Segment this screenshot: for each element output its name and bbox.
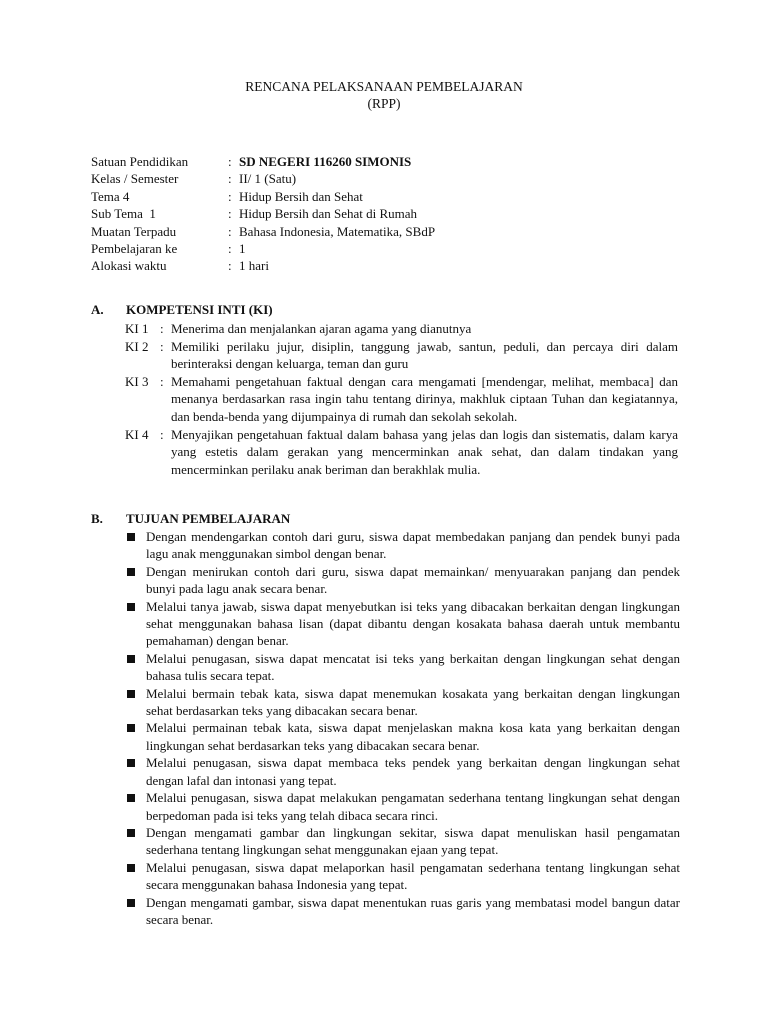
- objective-text: Melalui penugasan, siswa dapat mencatat isi teks yang berkaitan dengan lingkungan sehat dengan bahasa tulis secara tepat.: [146, 650, 680, 684]
- identity-label: Satuan Pendidikan: [91, 154, 189, 169]
- objective-text: Dengan mendengarkan contoh dari guru, siswa dapat membedakan panjang dan pendek bunyi pada lagu anak menggunakan simbol dengan benar.: [146, 529, 680, 562]
- identity-colon: :: [228, 258, 232, 274]
- objective-item: [125, 598, 680, 650]
- square-bullet-icon: [125, 824, 146, 859]
- identity-label: Kelas / Semester: [91, 171, 179, 187]
- objective-text: Melalui penugasan, siswa dapat melakukan pengamatan sederhana tentang lingkungan sehat dengan berpedoman pada isi teks yang telah dibaca secara rinci.: [146, 790, 680, 823]
- objective-item: [125, 754, 680, 789]
- objective-text: Melalui penugasan, siswa dapat melaporkan hasil pengamatan sederhana tentang lingkungan sehat secara menggunakan bahasa Indonesia yang tepat.: [146, 859, 680, 893]
- identity-row-muatan-terpadu: [91, 223, 435, 240]
- square-bullet-icon: [125, 719, 146, 754]
- square-bullet-icon: [125, 685, 146, 720]
- objective-text: Melalui tanya jawab, siswa dapat menyebutkan isi teks yang dibacakan berkaitan dengan lingkungan sehat menggunakan bahasa lisan (dapat dibantu dengan kosakata bahasa daerah untuk membantu pemahaman) dengan benar.: [146, 598, 680, 649]
- ki-text: Memahami pengetahuan faktual dengan cara mengamati [mendengar, melihat, membaca] dan menanya berdasarkan rasa ingin tahu tentang dirinya, makhluk ciptaan Tuhan dan kegiatannya, dan benda-benda yang dijumpainya di rumah dan sekolah sekolah.: [171, 373, 678, 424]
- identity-row-tema: [91, 188, 435, 205]
- square-bullet-icon: [125, 789, 146, 824]
- identity-colon: :: [228, 223, 232, 239]
- section-a-heading: [91, 302, 273, 318]
- ki-item: [125, 426, 678, 479]
- section-letter: A.: [91, 302, 104, 317]
- square-bullet-icon: [125, 563, 146, 598]
- identity-label: Pembelajaran ke: [91, 240, 178, 256]
- objective-item: [125, 719, 680, 754]
- identity-colon: :: [228, 154, 232, 169]
- identity-colon: :: [228, 188, 232, 204]
- identity-colon: :: [228, 171, 232, 187]
- document-title: RENCANA PELAKSANAAN PEMBELAJARAN: [245, 79, 523, 94]
- identity-row-satuan-pendidikan: [91, 153, 435, 170]
- identity-label: Alokasi waktu: [91, 258, 167, 274]
- identity-value: II/ 1 (Satu): [239, 171, 297, 187]
- ki-code: KI 4: [125, 426, 149, 442]
- ki-colon: :: [160, 338, 164, 354]
- ki-code: KI 3: [125, 373, 149, 389]
- ki-text: Menyajikan pengetahuan faktual dalam bahasa yang jelas dan logis dan sistematis, dalam karya yang estetis dalam gerakan yang mencerminkan anak sehat, dan dalam tindakan yang mencerminkan perilaku anak beriman dan berakhlak mulia.: [171, 426, 678, 477]
- ki-text: Menerima dan menjalankan ajaran agama yang dianutnya: [171, 321, 472, 336]
- identity-label: Tema 4: [91, 188, 130, 204]
- square-bullet-icon: [125, 528, 146, 563]
- ki-list: [125, 320, 678, 478]
- identity-table: [91, 153, 435, 275]
- ki-text: Memiliki perilaku jujur, disiplin, tanggung jawab, santun, peduli, dan percaya diri dalam berinteraksi dengan keluarga, teman dan guru: [171, 338, 678, 372]
- objective-text: Melalui bermain tebak kata, siswa dapat menemukan kosakata yang berkaitan dengan lingkungan sehat berdasarkan teks yang dibacakan secara benar.: [146, 685, 680, 719]
- identity-row-pembelajaran-ke: [91, 240, 435, 257]
- ki-colon: :: [160, 373, 164, 389]
- identity-value: Bahasa Indonesia, Matematika, SBdP: [239, 223, 436, 239]
- section-title: KOMPETENSI INTI (KI): [126, 302, 273, 317]
- ki-item: [125, 320, 678, 338]
- identity-label: Muatan Terpadu: [91, 223, 177, 239]
- objective-item: [125, 650, 680, 685]
- ki-colon: :: [160, 426, 164, 442]
- objective-text: Dengan mengamati gambar dan lingkungan sekitar, siswa dapat menuliskan hasil pengamatan sederhana tentang lingkungan sehat menggunakan ejaan yang tepat.: [146, 824, 680, 858]
- objective-item: [125, 563, 680, 598]
- objective-item: [125, 859, 680, 894]
- identity-colon: :: [228, 206, 232, 222]
- square-bullet-icon: [125, 859, 146, 894]
- ki-code: KI 2: [125, 338, 149, 354]
- objective-text: Dengan mengamati gambar, siswa dapat menentukan ruas garis yang membatasi model bangun datar secara benar.: [146, 894, 680, 927]
- objective-item: [125, 789, 680, 824]
- learning-objectives-list: [125, 528, 680, 928]
- ki-code: KI 1: [125, 321, 149, 336]
- square-bullet-icon: [125, 894, 146, 929]
- identity-value: 1: [239, 240, 246, 256]
- objective-item: [125, 528, 680, 563]
- identity-value: 1 hari: [239, 258, 269, 274]
- square-bullet-icon: [125, 754, 146, 789]
- document-subtitle: (RPP): [367, 96, 401, 111]
- objective-item: [125, 824, 680, 859]
- identity-colon: :: [228, 240, 232, 256]
- section-letter: B.: [91, 511, 103, 526]
- objective-item: [125, 685, 680, 720]
- square-bullet-icon: [125, 650, 146, 685]
- ki-item: [125, 338, 678, 373]
- identity-label: Sub Tema 1: [91, 206, 156, 222]
- identity-value: SD NEGERI 116260 SIMONIS: [239, 154, 412, 169]
- objective-text: Dengan menirukan contoh dari guru, siswa dapat memainkan/ menyuarakan panjang dan pendek bunyi pada lagu anak secara benar.: [146, 563, 680, 597]
- identity-row-alokasi-waktu: [91, 257, 435, 274]
- section-title: TUJUAN PEMBELAJARAN: [126, 511, 291, 526]
- identity-value: Hidup Bersih dan Sehat di Rumah: [239, 206, 418, 222]
- ki-item: [125, 373, 678, 426]
- section-b-heading: [91, 511, 290, 527]
- identity-row-sub-tema: [91, 205, 435, 222]
- identity-row-kelas-semester: [91, 170, 435, 187]
- objective-text: Melalui permainan tebak kata, siswa dapat menjelaskan makna kosa kata yang berkaitan dengan lingkungan sehat berdasarkan teks yang dibacakan secara benar.: [146, 720, 680, 753]
- ki-colon: :: [160, 321, 164, 336]
- objective-text: Melalui penugasan, siswa dapat membaca teks pendek yang berkaitan dengan lingkungan sehat dengan lafal dan intonasi yang tepat.: [146, 755, 680, 788]
- identity-value: Hidup Bersih dan Sehat: [239, 188, 363, 204]
- objective-item: [125, 894, 680, 929]
- square-bullet-icon: [125, 598, 146, 650]
